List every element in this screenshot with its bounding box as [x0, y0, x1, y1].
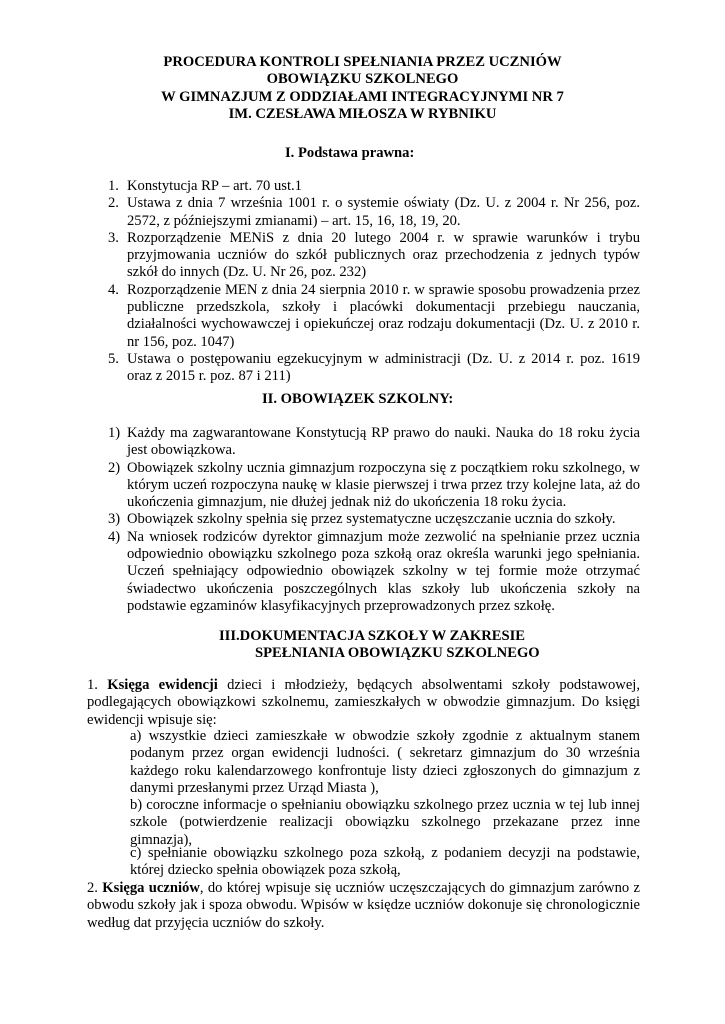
register-of-records-term: Księga ewidencji	[107, 677, 218, 693]
list-item-text: Każdy ma zagwarantowane Konstytucją RP prawo do nauki. Nauka do 18 roku życia jest obowiązkowa.	[127, 425, 640, 459]
paragraph-text: , do której wpisuje się uczniów uczęszczających do gimnazjum zarówno z obwodu szkoły jak i spoza obwodu. Wpisów w księdze uczniów dokonuje się chronologicznie według dat przyjęcia uczniów do szkoły.	[87, 880, 640, 931]
section-3-heading-line2: SPEŁNIANIA OBOWIĄZKU SZKOLNEGO	[255, 645, 540, 661]
list-item	[108, 178, 640, 195]
list-item-number: 4.	[108, 281, 119, 298]
list-item-text: Na wniosek rodziców dyrektor gimnazjum może zezwolić na spełnianie przez ucznia odpowiednio obowiązku szkolnego poza szkołą oraz określa warunki jego spełniania. Uczeń spełniający odpowiednio obowiązek szkolny w tej formie może otrzymać świadectwo ukończenia poszczególnych klas szkoły lub ukończenia szkoły na podstawie egzaminów klasyfikacyjnych przeprowadzonych przez szkołę.	[127, 528, 640, 614]
list-item-text: Rozporządzenie MEN z dnia 24 sierpnia 2010 r. w sprawie sposobu prowadzenia przez publiczne przedszkola, szkoły i placówki dokumentacji przebiegu nauczania, działalności wychowawczej i opiekuńczej oraz rodzaju dokumentacji (Dz. U. z 2010 r. nr 156, poz. 1047)	[127, 281, 640, 350]
paragraph-register-of-records	[87, 677, 640, 729]
list-item-text: Ustawa o postępowaniu egzekucyjnym w administracji (Dz. U. z 2014 r. poz. 1619 oraz z 2015 r. poz. 87 i 211)	[127, 350, 640, 385]
paragraph-student-register	[87, 880, 640, 932]
list-item-text: Obowiązek szkolny ucznia gimnazjum rozpoczyna się z początkiem roku szkolnego, w którym uczeń rozpoczyna naukę w klasie pierwszej i trwa przez trzy kolejne lata, aż do ukończenia gimnazjum, nie dłużej jednak niż do ukończenia 18 roku życia.	[127, 459, 640, 511]
school-obligation-list	[108, 425, 640, 615]
title-line: PROCEDURA KONTROLI SPEŁNIANIA PRZEZ UCZNIÓW	[163, 54, 562, 70]
list-item-number: 1)	[108, 425, 121, 441]
paragraph-number: 1.	[87, 677, 98, 693]
list-item	[108, 460, 640, 512]
list-item-number: 5.	[108, 350, 119, 367]
list-item	[108, 529, 640, 615]
list-item	[108, 282, 640, 351]
list-item	[108, 195, 640, 230]
list-item	[108, 511, 640, 528]
student-register-term: Księga uczniów	[102, 880, 200, 896]
title-line: W GIMNAZJUM Z ODDZIAŁAMI INTEGRACYJNYMI NR 7	[161, 88, 564, 105]
sub-item-a: a) wszystkie dzieci zamieszkałe w obwodzie szkoły zgodnie z aktualnym stanem podanym przez organ ewidencji ludności. ( sekretarz gimnazjum do 30 września każdego roku kalendarzowego konfrontuje listy dzieci zgłoszonych do gimnazjum z danymi przesłanymi przez Urząd Miasta ),	[130, 728, 640, 796]
list-item	[108, 230, 640, 282]
list-item-number: 3)	[108, 511, 121, 528]
list-item	[108, 425, 640, 460]
document-title	[0, 54, 725, 124]
list-item-number: 4)	[108, 528, 121, 545]
sub-item-b: b) coroczne informacje o spełnianiu obowiązku szkolnego przez ucznia w tej lub innej szkole (potwierdzenie realizacji obowiązku szkolnego przekazane przez inne gimnazja),	[130, 797, 640, 848]
title-line: OBOWIĄZKU SZKOLNEGO	[266, 71, 459, 88]
paragraph-number: 2.	[87, 880, 98, 896]
list-item	[108, 351, 640, 386]
sub-item-c: c) spełnianie obowiązku szkolnego poza szkołą, z podaniem decyzji na podstawie, której dziecko spełnia obowiązek poza szkołą,	[130, 845, 640, 879]
list-item-number: 2.	[108, 195, 119, 212]
section-3-heading-line1: III.DOKUMENTACJA SZKOŁY W ZAKRESIE	[219, 628, 525, 644]
list-item-text: Obowiązek szkolny spełnia się przez systematyczne uczęszczanie ucznia do szkoły.	[127, 511, 616, 528]
legal-basis-list	[108, 178, 640, 386]
paragraph-text: dzieci i młodzieży, będących absolwentami szkoły podstawowej, podlegających obowiązkowi szkolnemu, zamieszkałych w obwodzie gimnazjum. Do księgi ewidencji wpisuje się:	[87, 677, 640, 728]
list-item-text: Konstytucja RP – art. 70 ust.1	[127, 178, 302, 194]
section-1-heading: I. Podstawa prawna:	[285, 145, 415, 161]
title-line: IM. CZESŁAWA MIŁOSZA W RYBNIKU	[228, 106, 497, 123]
list-item-number: 3.	[108, 229, 119, 246]
list-item-text: Ustawa z dnia 7 września 1001 r. o systemie oświaty (Dz. U. z 2004 r. Nr 256, poz. 2572, z późniejszymi zmianami) – art. 15, 16, 18, 19, 20.	[127, 195, 640, 229]
list-item-number: 1.	[108, 178, 119, 194]
section-2-heading: II. OBOWIĄZEK SZKOLNY:	[262, 391, 454, 407]
list-item-text: Rozporządzenie MENiS z dnia 20 lutego 2004 r. w sprawie warunków i trybu przyjmowania uczniów do szkół publicznych oraz przechodzenia z jednych typów szkół do innych (Dz. U. Nr 26, poz. 232)	[127, 229, 640, 281]
list-item-number: 2)	[108, 459, 121, 476]
